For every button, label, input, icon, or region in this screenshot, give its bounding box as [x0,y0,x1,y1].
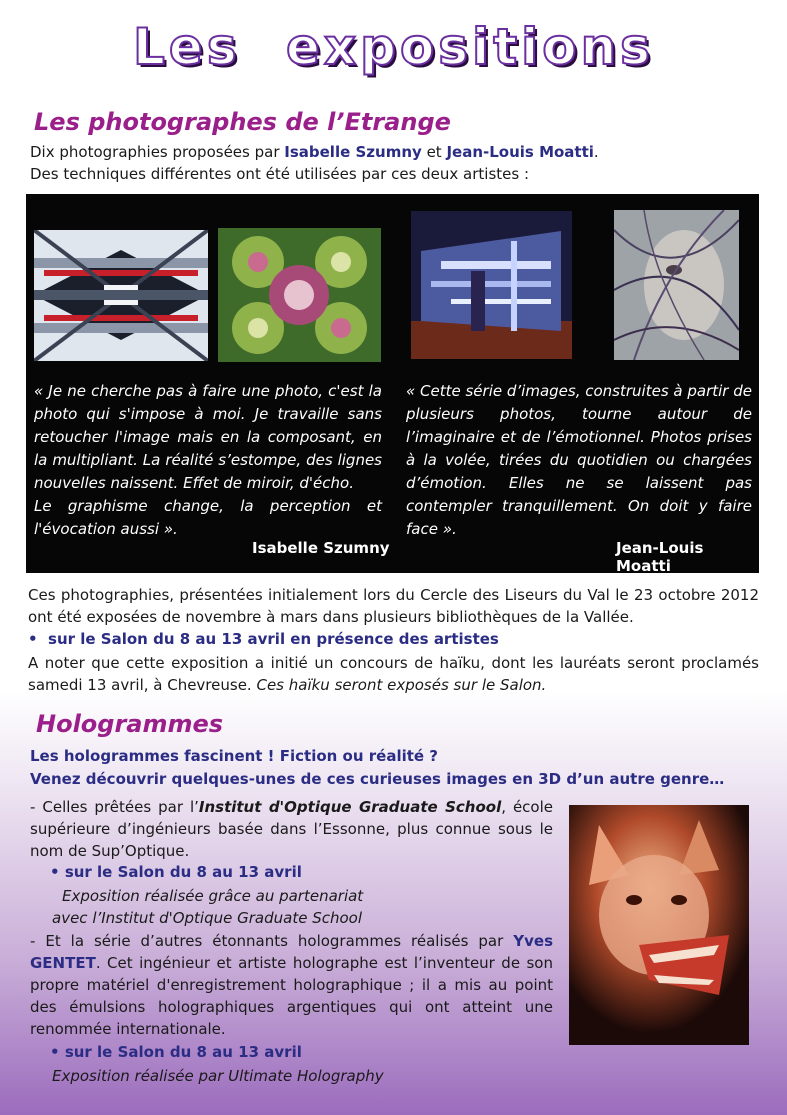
artist-name-2: Jean-Louis Moatti [446,143,594,161]
section-heading-hologrammes: Hologrammes [36,710,224,738]
paragraph-haiku [28,652,759,696]
hologram-wolf-image [569,805,749,1045]
intro-end: . [593,143,599,161]
haiku-text: A noter que cette exposition a initié un concours de haïku, dont les lauréats seront proclamés samedi 13 avril, à Chevreuse. [28,654,759,694]
photo-moatti-face [614,210,739,360]
bullet-icon: • [28,630,49,648]
holo-institute-name: Institut d'Optique Graduate School [198,798,502,816]
holo-item-1-text: - Celles prêtées par l’ [30,798,199,816]
bullet-salon-artists [28,630,499,648]
holo-item-2 [30,930,553,1040]
intro-line-2: Des techniques différentes ont été utilisées par ces deux artistes : [30,165,530,183]
intro-text: Dix photographies proposées par [30,143,285,161]
holo-bullet-1 [50,863,302,881]
photo-szumny-kaleidoscope [218,228,381,362]
holo-bullet-2 [50,1043,302,1061]
holo-artist-name: Yves GENTET [30,932,553,972]
quote-szumny [34,380,382,541]
quote-szumny-text-2: Le graphisme change, la perception et l'évocation aussi ». [34,497,382,538]
haiku-note: Ces haïku seront exposés sur le Salon. [256,676,547,694]
holo-item-2-text: - Et la série d’autres étonnants hologrammes réalisés par [30,932,514,950]
holo-item-2-text-2: . Cet ingénieur et artiste holographe est l’inventeur de son propre matériel d'enregistrement holographique ; il a mis au point des émulsions holographiques argentiques qui ont atteint une renommée internationale. [30,954,553,1038]
artist-name-1: Isabelle Szumny [284,143,422,161]
author-moatti: Jean-Louis Moatti [616,539,704,575]
section-heading-photographes: Les photographes de l’Etrange [34,108,451,136]
photo-panel [26,194,759,573]
holo-item-1-text-2: , école supérieure d’ingénieurs basée dans l’Essonne, plus connue sous le nom de Sup’Optique. [30,798,553,860]
holo-lead-2: Venez découvrir quelques-unes de ces curieuses images en 3D d’un autre genre… [30,770,725,788]
holo-note-2: Exposition réalisée par Ultimate Holography [52,1067,384,1085]
quote-moatti: « Cette série d’images, construites à partir de plusieurs photos, tourne autour de l’imaginaire et de l’émotionnel. Photos prises à la volée, tirées du quotidien ou chargées d’émotion. Elles ne se laissent pas contempler tranquillement. On doit y faire face ». [406,382,752,538]
photo-szumny-mirror [34,230,208,361]
bullet-salon-artists-text: sur le Salon du 8 au 13 avril en présence des artistes [48,630,499,648]
holo-item-1 [30,796,553,862]
quote-szumny-text: « Je ne cherche pas à faire une photo, c'est la photo qui s'impose à moi. Je travaille sans retoucher l'image mais en la composant, en la multipliant. La réalité s’estompe, des lignes nouvelles naissent. Effet de miroir, d'écho. [34,382,382,492]
intro-connector: et [421,143,447,161]
holo-note-1b: avec l’Institut d'Optique Graduate School [52,909,363,927]
author-szumny: Isabelle Szumny [252,539,390,557]
paragraph-expositions: Ces photographies, présentées initialement lors du Cercle des Liseurs du Val le 23 octobre 2012 ont été exposées de novembre à mars dans plusieurs bibliothèques de la Vallée. [28,586,759,626]
photo-moatti-night [411,211,572,359]
intro-line [30,141,770,163]
holo-lead-1: Les hologrammes fascinent ! Fiction ou réalité ? [30,747,438,765]
holo-note-1a: Exposition réalisée grâce au partenariat [62,887,364,905]
holo-bullet-1-text: sur le Salon du 8 au 13 avril [64,863,302,881]
bullet-icon: • [50,863,65,881]
holo-bullet-2-text: sur le Salon du 8 au 13 avril [64,1043,302,1061]
page-title: Les expositions [133,18,654,76]
bullet-icon: • [50,1043,65,1061]
